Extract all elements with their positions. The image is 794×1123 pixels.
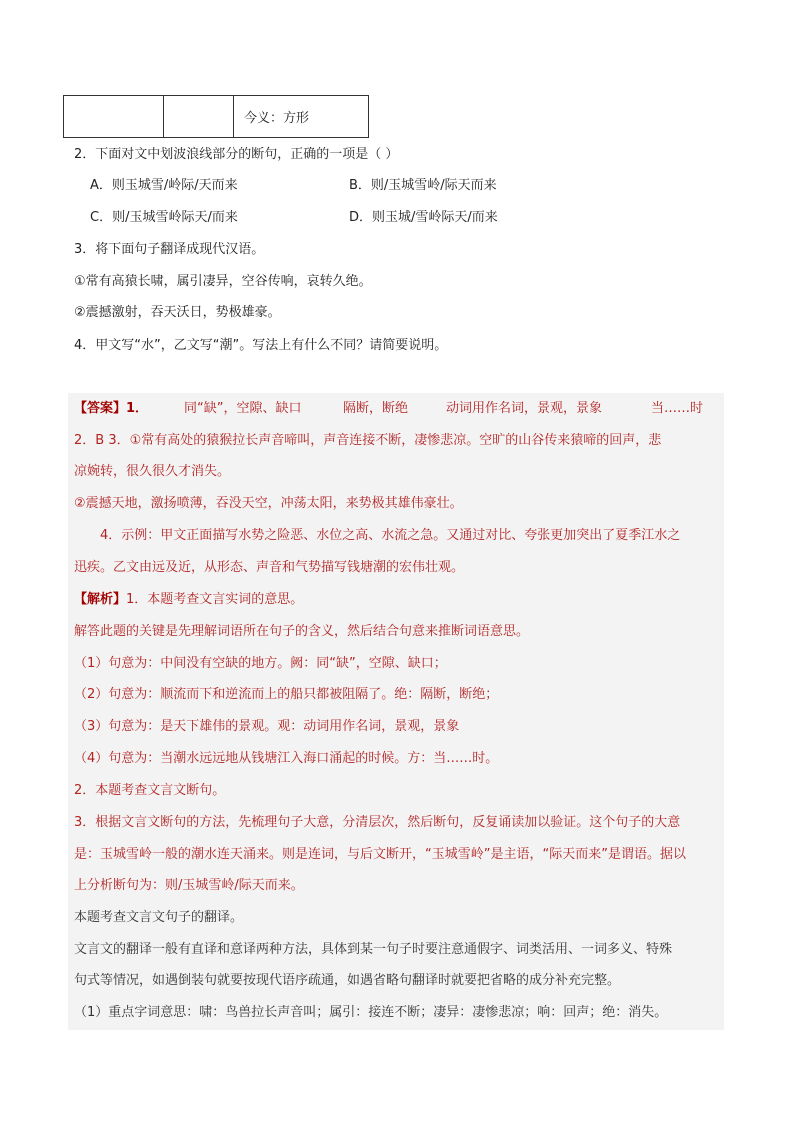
analysis-line-1 xyxy=(74,591,303,609)
table-cell-2 xyxy=(164,96,234,137)
table-cell-1 xyxy=(64,96,164,137)
analysis-line-11: 本题考查文言文句子的翻译。 xyxy=(74,910,244,925)
vocab-table xyxy=(63,95,369,138)
analysis-line-2: 解答此题的关键是先理解词语所在句子的含义，然后结合句意来推断词语意思。 xyxy=(74,624,530,639)
option-b: B．则/玉城雪岭/际天而来 xyxy=(349,178,497,193)
analysis-tag: 【解析】 xyxy=(74,592,127,607)
question-3-sentence-2: ②震撼激射，吞天沃日，势极雄豪。 xyxy=(74,305,281,320)
answer-line-4: ②震撼天地，激扬喷薄，吞没天空，冲荡太阳，来势极其雄伟豪壮。 xyxy=(74,496,463,511)
answer-tag: 【答案】 xyxy=(74,401,127,416)
answer-1-part-4: 当……时 xyxy=(651,401,704,416)
option-d: D．则玉城/雪岭际天/而来 xyxy=(349,210,498,225)
answer-line-2: 2．B 3．①常有高处的猿猴拉长声音啼叫，声音连接不断，凄惨悲凉。空旷的山谷传来猿啼的回声，悲 xyxy=(74,433,662,448)
option-a: A．则玉城雪/岭际/天而来 xyxy=(90,178,238,193)
answer-1-part-2: 隔断，断绝 xyxy=(343,401,409,416)
table-cell-3: 今义：方形 xyxy=(244,111,310,126)
analysis-line-3: （1）句意为：中间没有空缺的地方。阙：同“缺”，空隙、缺口； xyxy=(74,656,447,671)
answer-line-5: 4．示例：甲文正面描写水势之险恶、水位之高、水流之急。又通过对比、夸张更加突出了夏季江水之 xyxy=(100,528,681,543)
analysis-line-9: 是：玉城雪岭一般的潮水连天涌来。则是连词，与后文断开，“玉城雪岭”是主语，“际天而来”是谓语。据以 xyxy=(74,847,686,862)
analysis-1-text: 1．本题考查文言实词的意思。 xyxy=(126,592,304,607)
answer-1-part-1: 同“缺”，空隙、缺口 xyxy=(184,401,302,416)
answer-1-part-3: 动词用作名词，景观，景象 xyxy=(446,401,603,416)
analysis-line-13: 句式等情况，如遇倒装句就要按现代语序疏通，如遇省略句翻译时就要把省略的成分补充完整。 xyxy=(74,973,621,988)
question-3-sentence-1: ①常有高猿长啸，属引凄异，空谷传响，哀转久绝。 xyxy=(74,274,372,289)
analysis-line-10: 上分析断句为：则/玉城雪岭/际天而来。 xyxy=(74,878,304,893)
question-3: 3．将下面句子翻译成现代汉语。 xyxy=(74,242,265,257)
analysis-line-8: 3．根据文言文断句的方法，先梳理句子大意，分清层次，然后断句，反复诵读加以验证。这个句子的大意 xyxy=(74,815,681,830)
analysis-line-7: 2．本题考查文言文断句。 xyxy=(74,783,226,798)
option-c: C．则/玉城雪岭际天/而来 xyxy=(90,210,238,225)
question-4: 4．甲文写“水”，乙文写“潮”。写法上有什么不同？请简要说明。 xyxy=(74,338,448,353)
answer-1-num: 1． xyxy=(126,401,149,416)
analysis-line-5: （3）句意为：是天下雄伟的景观。观：动词用作名词，景观，景象 xyxy=(74,719,460,734)
answer-line-6: 迅疾。乙文由远及近，从形态、声音和气势描写钱塘潮的宏伟壮观。 xyxy=(74,560,465,575)
analysis-line-6: （4）句意为：当潮水远远地从钱塘江入海口涌起的时候。方：当……时。 xyxy=(74,751,499,766)
answer-line-1 xyxy=(74,400,704,418)
analysis-line-12: 文言文的翻译一般有直译和意译两种方法，具体到某一句子时要注意通假字、词类活用、一词多义、特殊 xyxy=(74,942,673,957)
analysis-line-4: （2）句意为：顺流而下和逆流而上的船只都被阻隔了。绝：隔断，断绝； xyxy=(74,687,499,702)
analysis-line-14: （1）重点字词意思：啸：鸟兽拉长声音叫；属引：接连不断；凄异：凄惨悲凉；响：回声；绝：消失。 xyxy=(74,1005,668,1020)
question-2: 2．下面对文中划波浪线部分的断句，正确的一项是（ ） xyxy=(74,147,399,162)
answer-line-3: 凉婉转，很久很久才消失。 xyxy=(74,464,231,479)
answer-panel xyxy=(68,393,724,1030)
